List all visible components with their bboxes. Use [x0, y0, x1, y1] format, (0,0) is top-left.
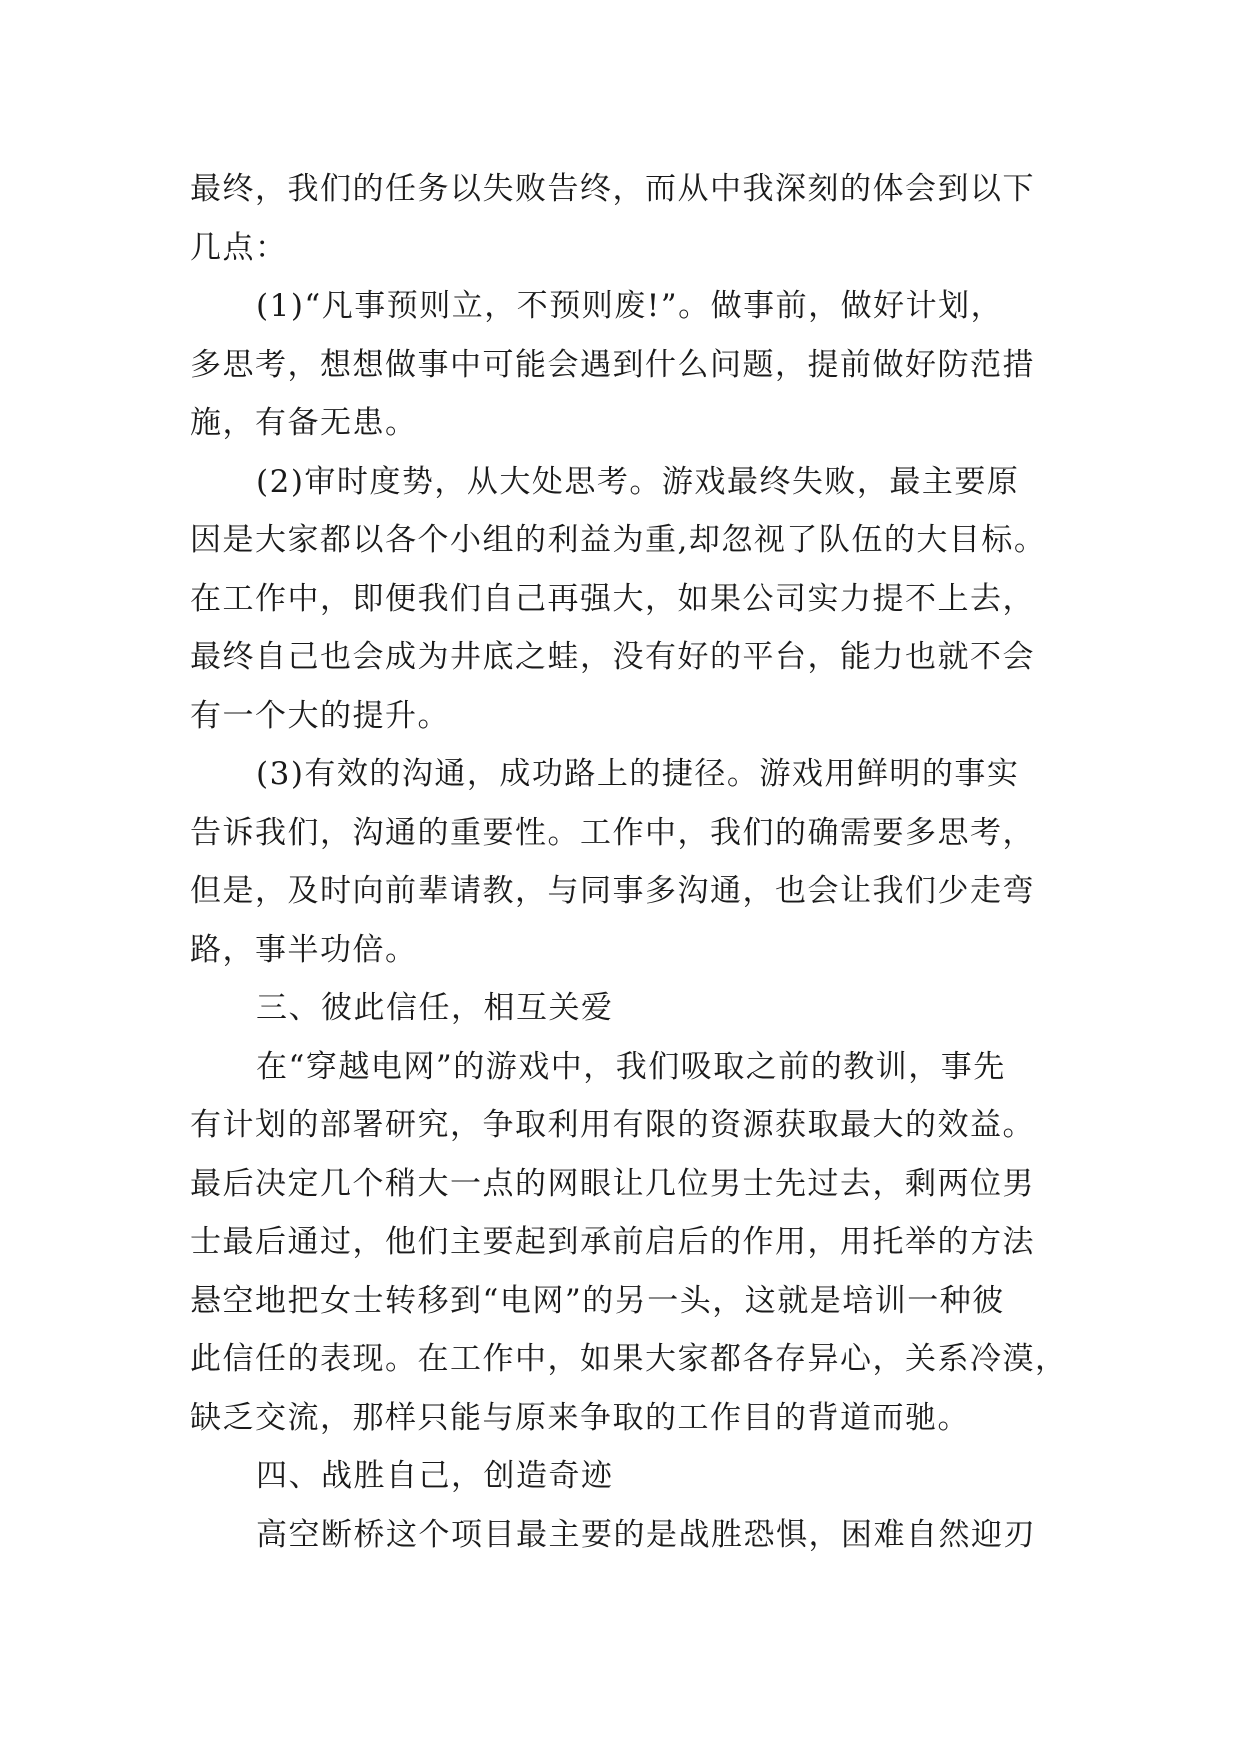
- text-line: 有一个大的提升。: [190, 697, 450, 734]
- text-line: (3)有效的沟通，成功路上的捷径。游戏用鲜明的事实: [256, 756, 1020, 792]
- text-line: 最终自己也会成为井底之蛙，没有好的平台，能力也就不会: [190, 639, 1035, 675]
- text-line: 最终，我们的任务以失败告终，而从中我深刻的体会到以下: [190, 171, 1035, 207]
- text-line: 此信任的表现。在工作中，如果大家都各存异心，关系冷漠，: [190, 1341, 1068, 1377]
- text-line: 告诉我们，沟通的重要性。工作中，我们的确需要多思考，: [190, 814, 1035, 851]
- text-line: 多思考，想想做事中可能会遇到什么问题，提前做好防范措: [190, 346, 1035, 383]
- text-line: 在“穿越电网”的游戏中，我们吸取之前的教训，事先: [256, 1048, 1006, 1085]
- text-line: 几点：: [190, 229, 288, 266]
- text-line: 在工作中，即便我们自己再强大，如果公司实力提不上去，: [190, 580, 1035, 617]
- text-line: 士最后通过，他们主要起到承前启后的作用，用托举的方法: [190, 1224, 1035, 1260]
- section-heading: 三、彼此信任，相互关爱: [256, 990, 614, 1026]
- text-line: 路，事半功倍。: [190, 931, 418, 968]
- text-line: 最后决定几个稍大一点的网眼让几位男士先过去，剩两位男: [190, 1165, 1035, 1202]
- text-line: 但是，及时向前辈请教，与同事多沟通，也会让我们少走弯: [190, 873, 1035, 909]
- text-line: 悬空地把女士转移到“电网”的另一头，这就是培训一种彼: [190, 1282, 1005, 1319]
- text-line: 有计划的部署研究，争取利用有限的资源获取最大的效益。: [190, 1107, 1035, 1143]
- text-line: (1)“凡事预则立，不预则废!”。做事前，做好计划，: [256, 288, 1004, 324]
- text-line: 高空断桥这个项目最主要的是战胜恐惧，困难自然迎刃: [256, 1516, 1036, 1553]
- section-heading: 四、战胜自己，创造奇迹: [256, 1458, 614, 1494]
- text-line: 施，有备无患。: [190, 405, 418, 441]
- text-line: 因是大家都以各个小组的利益为重,却忽视了队伍的大目标。: [190, 522, 1047, 558]
- text-line: (2)审时度势，从大处思考。游戏最终失败，最主要原: [256, 463, 1020, 500]
- text-line: 缺乏交流，那样只能与原来争取的工作目的背道而驰。: [190, 1399, 970, 1436]
- body-text: [190, 160, 1070, 1564]
